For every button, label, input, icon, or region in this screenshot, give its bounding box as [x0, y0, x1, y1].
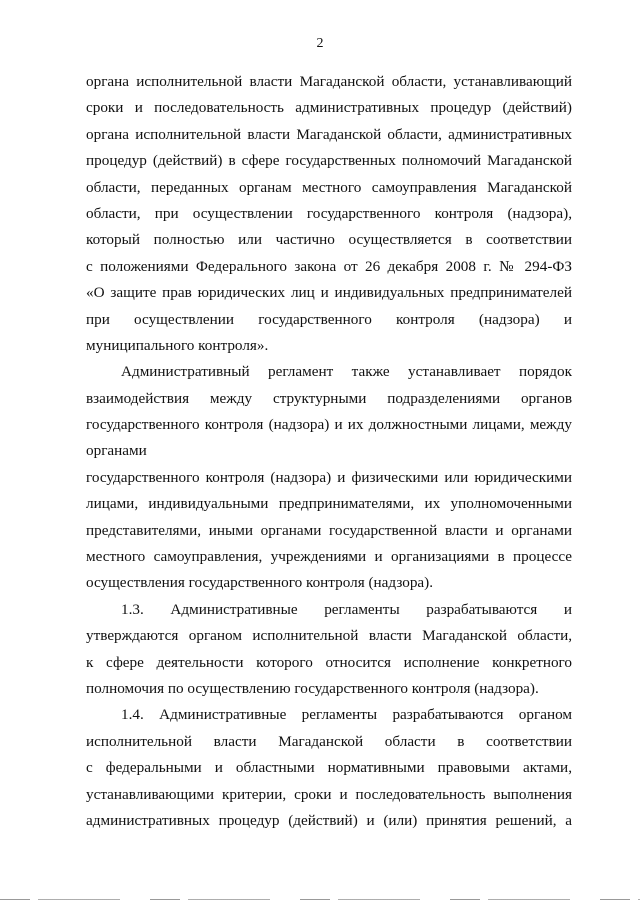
scan-edge-artifact — [0, 899, 640, 900]
text-line: органа исполнительной власти Магаданской области, административных — [86, 125, 572, 143]
text-line: органами — [86, 442, 147, 460]
text-line: с положениями Федерального закона от 26 декабря 2008 г. № 294-ФЗ — [86, 257, 572, 275]
text-line: области, переданных органам местного самоуправления Магаданской — [86, 178, 572, 196]
text-line: государственного контроля (надзора) и физическими или юридическими — [86, 468, 572, 486]
text-line: полномочия по осуществлению государственного контроля (надзора). — [86, 679, 539, 697]
text-line: государственного контроля (надзора) и их должностными лицами, между — [86, 416, 572, 434]
text-line: лицами, индивидуальными предпринимателями, их уполномоченными — [86, 495, 572, 513]
text-line: утверждаются органом исполнительной власти Магаданской области, — [86, 627, 572, 645]
body-text — [86, 69, 572, 834]
text-line: административных процедур (действий) и (или) принятия решений, а — [86, 811, 572, 829]
text-line: с федеральными и областными нормативными правовыми актами, — [86, 759, 572, 777]
text-line: органа исполнительной власти Магаданской области, устанавливающий — [86, 73, 572, 90]
text-line: 1.4. Административные регламенты разрабатываются органом — [121, 706, 572, 724]
text-line: местного самоуправления, учреждениями и организациями в процессе — [86, 548, 572, 566]
page-number: 2 — [316, 36, 324, 51]
text-line: осуществления государственного контроля (надзора). — [86, 574, 434, 592]
text-line: «О защите прав юридических лиц и индивидуальных предпринимателей — [86, 284, 572, 302]
text-line: взаимодействия между структурными подразделениями органов — [86, 389, 572, 407]
text-line: к сфере деятельности которого относится исполнение конкретного — [86, 653, 572, 671]
text-line: который полностью или частично осуществляется в соответствии — [86, 231, 572, 249]
text-line: представителями, иными органами государственной власти и органами — [86, 521, 572, 539]
text-line: сроки и последовательность административных процедур (действий) — [86, 99, 572, 117]
text-line: устанавливающими критерии, сроки и последовательность выполнения — [86, 785, 572, 803]
text-line: Административный регламент также устанавливает порядок — [121, 363, 572, 381]
text-line: процедур (действий) в сфере государственных полномочий Магаданской — [86, 152, 572, 170]
text-line: при осуществлении государственного контроля (надзора) и — [86, 310, 572, 328]
text-line: исполнительной власти Магаданской области в соответствии — [86, 732, 572, 750]
text-line: области, при осуществлении государственного контроля (надзора), — [86, 204, 572, 222]
text-line: муниципального контроля». — [86, 336, 269, 354]
text-line: 1.3. Административные регламенты разрабатываются и — [121, 600, 572, 618]
